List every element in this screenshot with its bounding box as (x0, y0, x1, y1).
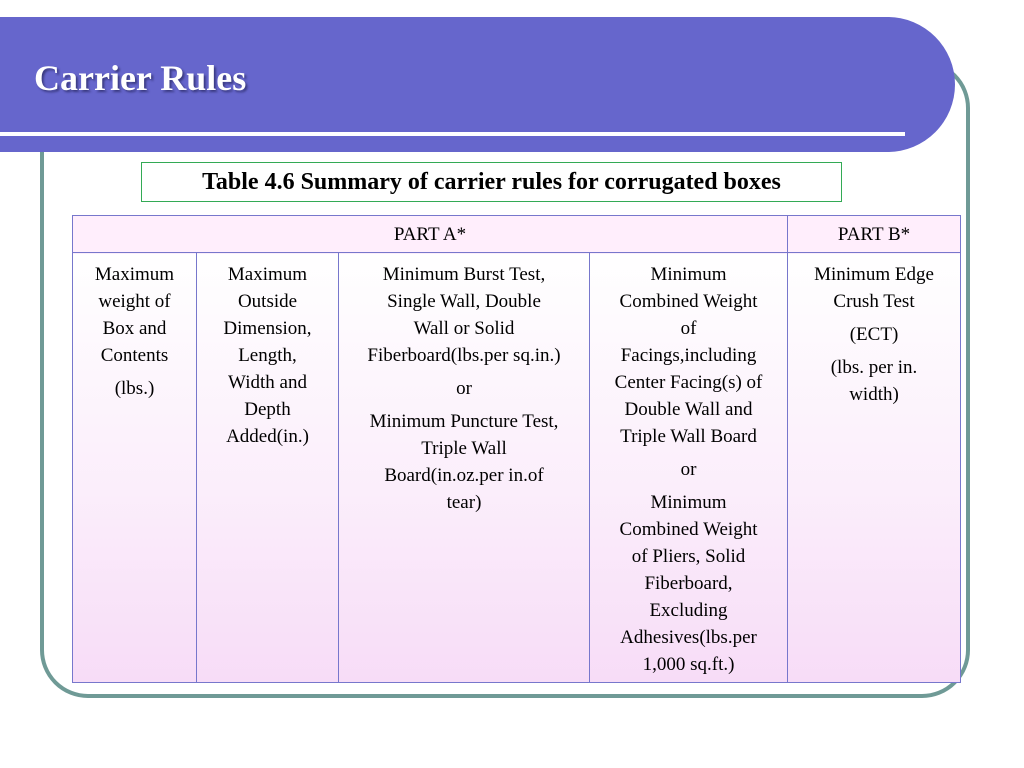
burst-test-line: Fiberboard(lbs.per sq.in.) (367, 345, 561, 366)
facings-weight-line: Center Facing(s) of (614, 372, 763, 393)
table-row (73, 253, 961, 683)
max-weight-unit: (lbs.) (114, 378, 155, 399)
facings-weight-line: of (680, 318, 697, 339)
carrier-rules-table (72, 215, 961, 683)
pliers-weight-line: of Pliers, Solid (631, 546, 746, 567)
edge-crush-line: Minimum Edge (814, 264, 934, 285)
facings-weight-line: Triple Wall Board (620, 426, 757, 447)
pliers-weight-line: Minimum (650, 492, 727, 513)
max-dimension-line: Dimension, (223, 318, 312, 339)
pliers-weight-line: Fiberboard, (644, 573, 733, 594)
slide-title: Carrier Rules (34, 58, 247, 98)
max-dimension-line: Depth (244, 399, 291, 420)
pliers-weight-line: Excluding (649, 600, 728, 621)
table-caption: Table 4.6 Summary of carrier rules for corrugated boxes (141, 162, 842, 202)
edge-crush-line: Crush Test (833, 291, 915, 312)
table-header-row (73, 216, 961, 253)
facings-weight-line: Minimum (650, 264, 727, 285)
title-underline (0, 132, 905, 136)
puncture-test-line: Minimum Puncture Test, (369, 411, 559, 432)
pliers-weight-line: Combined Weight (619, 519, 758, 540)
max-weight-line: Maximum (94, 264, 175, 285)
puncture-test-line: tear) (446, 492, 482, 513)
puncture-test-line: Triple Wall (421, 438, 507, 459)
max-dimension-line: Maximum (227, 264, 308, 285)
burst-test-line: Minimum Burst Test, (382, 264, 546, 285)
puncture-test-line: Board(in.oz.per in.of (384, 465, 544, 486)
facings-weight-line: Combined Weight (619, 291, 758, 312)
max-weight-line: Contents (100, 345, 169, 366)
max-weight-line: weight of (98, 291, 171, 312)
part-b-header: PART B* (788, 216, 961, 253)
or-separator: or (456, 378, 472, 399)
burst-test-line: Wall or Solid (413, 318, 515, 339)
burst-puncture-cell (339, 253, 590, 683)
ect-unit-line: (lbs. per in. (830, 357, 918, 378)
or-separator: or (680, 459, 697, 480)
facings-weight-line: Facings,including (620, 345, 757, 366)
max-weight-cell (73, 253, 197, 683)
max-weight-line: Box and (102, 318, 167, 339)
combined-weight-cell (590, 253, 788, 683)
max-dimension-line: Width and (228, 372, 307, 393)
pliers-weight-line: Adhesives(lbs.per (620, 627, 757, 648)
max-dimension-cell (197, 253, 339, 683)
ect-label: (ECT) (849, 324, 899, 345)
facings-weight-line: Double Wall and (624, 399, 753, 420)
max-dimension-line: Added(in.) (226, 426, 309, 447)
part-a-header: PART A* (73, 216, 788, 253)
max-dimension-line: Outside (237, 291, 298, 312)
burst-test-line: Single Wall, Double (387, 291, 541, 312)
pliers-weight-line: 1,000 sq.ft.) (642, 654, 735, 675)
edge-crush-cell (788, 253, 961, 683)
ect-unit-line: width) (849, 384, 899, 405)
max-dimension-line: Length, (238, 345, 297, 366)
